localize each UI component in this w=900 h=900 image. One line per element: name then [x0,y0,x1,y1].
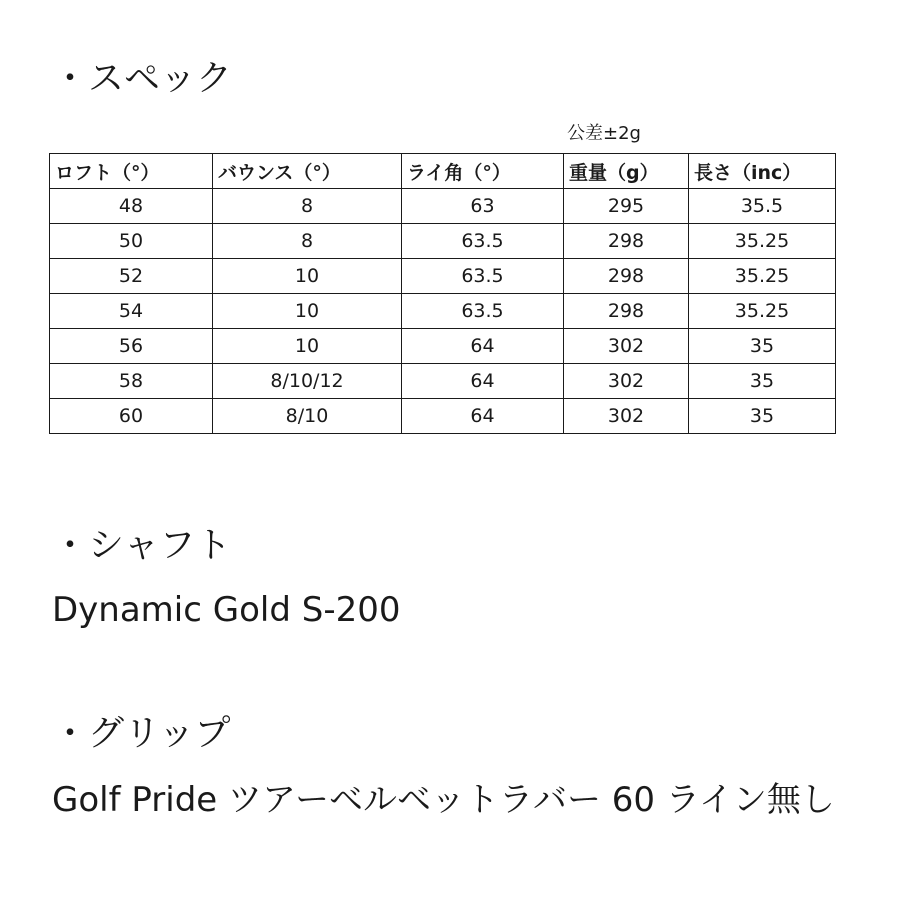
cell-bounce: 10 [213,294,402,329]
cell-length: 35 [689,364,836,399]
cell-loft: 54 [50,294,213,329]
cell-weight: 298 [564,259,689,294]
cell-length: 35.25 [689,259,836,294]
cell-bounce: 8/10/12 [213,364,402,399]
cell-loft: 52 [50,259,213,294]
table-header-row [50,154,836,189]
cell-bounce: 8 [213,224,402,259]
table-row [50,224,836,259]
shaft-heading: ・シャフト [52,525,232,566]
cell-loft: 60 [50,399,213,434]
cell-lie-angle: 64 [402,329,564,364]
cell-length: 35 [689,329,836,364]
cell-lie-angle: 64 [402,399,564,434]
cell-length: 35 [689,399,836,434]
cell-lie-angle: 63.5 [402,224,564,259]
header-bounce: バウンス（°） [213,154,402,189]
cell-loft: 58 [50,364,213,399]
cell-weight: 302 [564,329,689,364]
tolerance-note: 公差±2g [567,123,641,144]
cell-weight: 302 [564,364,689,399]
table-row [50,399,836,434]
cell-lie-angle: 64 [402,364,564,399]
grip-heading: ・グリップ [52,713,231,754]
cell-weight: 295 [564,189,689,224]
cell-bounce: 8/10 [213,399,402,434]
grip-value: Golf Pride ツアーベルベットラバー 60 ライン無し [52,780,835,820]
header-length: 長さ（inc） [689,154,836,189]
table-row [50,294,836,329]
cell-weight: 298 [564,294,689,329]
table-row [50,364,836,399]
table-row [50,259,836,294]
cell-bounce: 10 [213,329,402,364]
cell-loft: 50 [50,224,213,259]
header-loft: ロフト（°） [50,154,213,189]
cell-bounce: 8 [213,189,402,224]
shaft-value: Dynamic Gold S-200 [52,590,401,630]
cell-length: 35.25 [689,224,836,259]
header-lie-angle: ライ角（°） [402,154,564,189]
cell-weight: 298 [564,224,689,259]
table-row [50,189,836,224]
cell-lie-angle: 63.5 [402,294,564,329]
cell-bounce: 10 [213,259,402,294]
cell-loft: 48 [50,189,213,224]
header-weight: 重量（g） [564,154,689,189]
cell-length: 35.25 [689,294,836,329]
cell-length: 35.5 [689,189,836,224]
spec-heading: ・スペック [52,58,233,99]
table-row [50,329,836,364]
cell-lie-angle: 63 [402,189,564,224]
spec-table [49,153,836,434]
cell-loft: 56 [50,329,213,364]
cell-lie-angle: 63.5 [402,259,564,294]
cell-weight: 302 [564,399,689,434]
